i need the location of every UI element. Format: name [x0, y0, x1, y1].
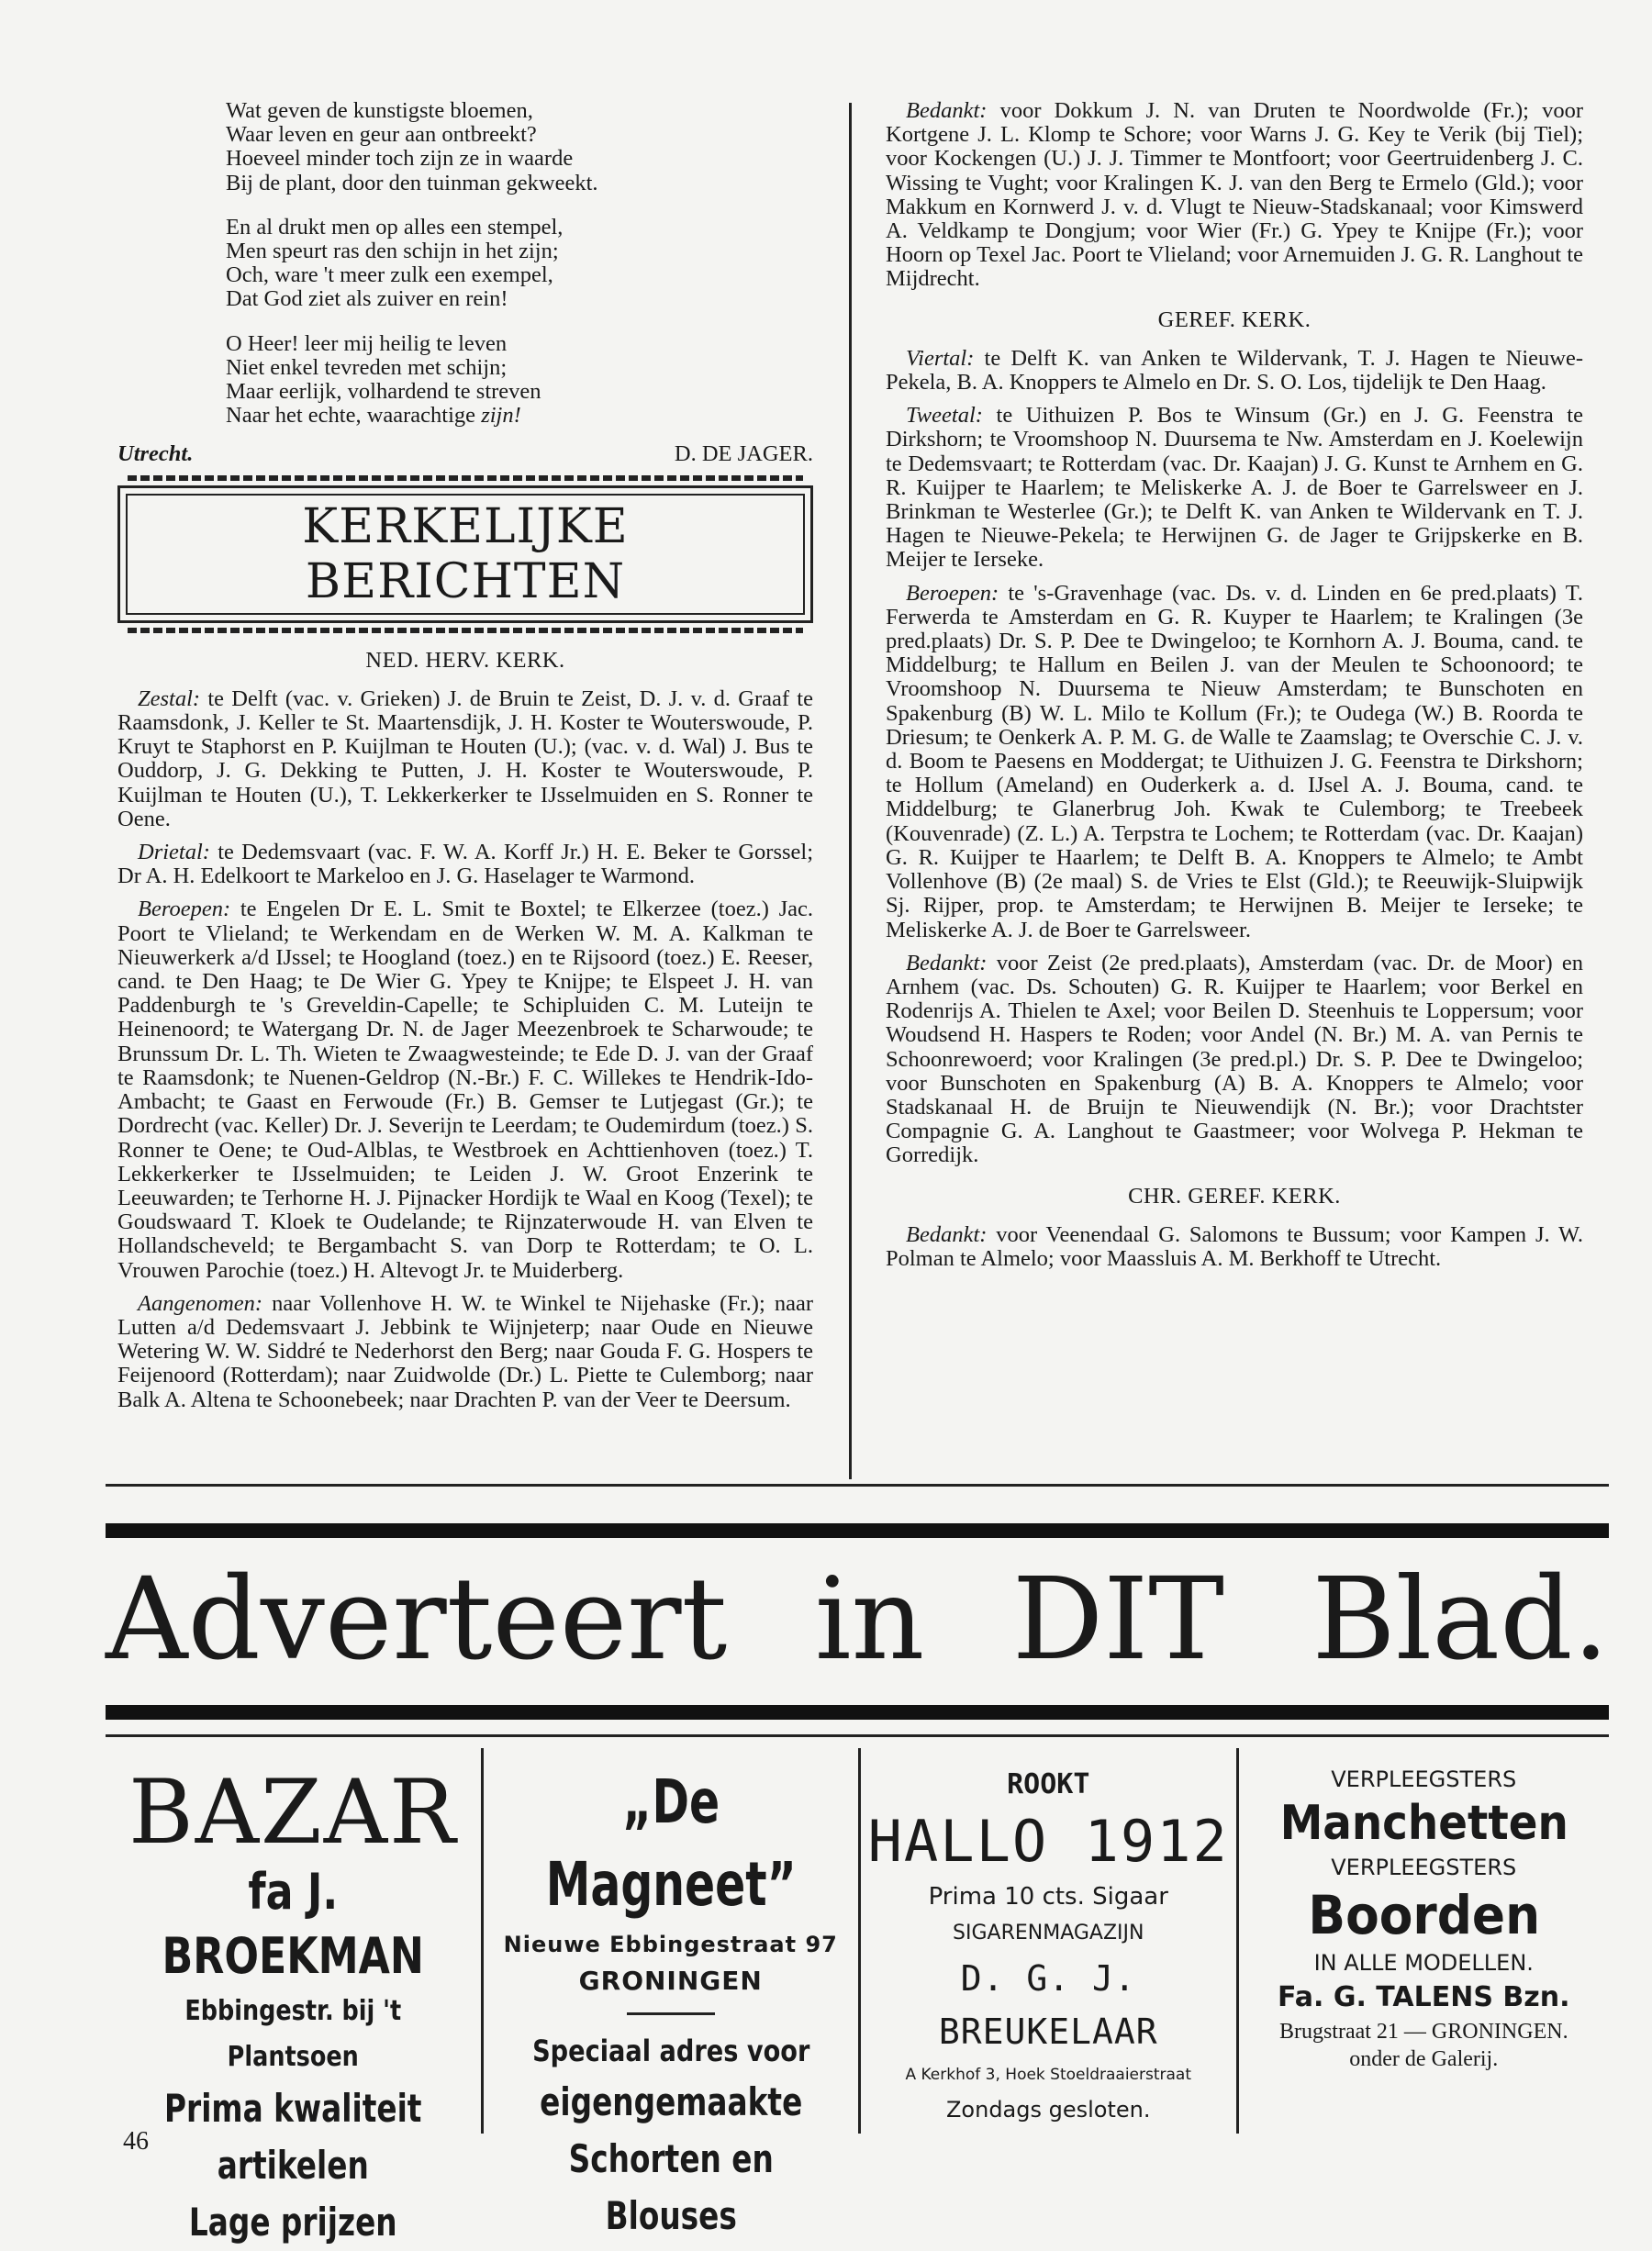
ad-hallo-closed: Zondags gesloten. — [945, 2097, 1151, 2123]
section-banner — [117, 485, 813, 623]
rule-top-thick — [106, 1523, 1609, 1538]
ad-talens-street: Brugstraat 21 — [1278, 2020, 1399, 2044]
ad-hallo-address: A Kerkhof 3, Hoek Stoeldraaierstraat — [905, 2066, 1192, 2084]
ad-talens-verp-1: VERPLEEGSTERS — [1331, 1766, 1517, 1792]
paragraph-drietal — [117, 841, 813, 888]
rule-top-thin — [106, 1484, 1609, 1487]
ad-talens-models: IN ALLE MODELLEN. — [1313, 1950, 1534, 1976]
page-number: 46 — [123, 2127, 149, 2156]
text-tweetal: te Uithuizen P. Bos te Winsum (Gr.) en J. G. Feenstra te Dirkshorn; te Vroomshoop N. Duursema te Nw. Amsterdam en J. Koelewijn te Dedemsvaart; te Rotterdam (vac. Dr. Kaajan) J. G. Kunst te Arnhem en G. R. Kuijper te Haarlem; te Meliskerke A. J. de Boer te Garrelsweer en J. Brinkman te Westerlee (Gr.); te Delft K. van Anken te Wildervank en T. J. Hagen te Nieuwe-Pekela; te Herwijnen G. de Jager te Grijpskerke en B. Meijer te Ierseke. — [886, 403, 1583, 573]
ad-hallo-shop: SIGARENMAGAZIJN — [953, 1922, 1144, 1945]
advertise-word-3: DIT — [1011, 1554, 1224, 1686]
ad-bazar-address: Ebbingestr. bij 't Plantsoen — [184, 1995, 402, 2073]
ad-talens-city: GRONINGEN. — [1431, 2020, 1568, 2044]
paragraph-tweetal — [886, 404, 1583, 572]
paragraph-viertal — [886, 347, 1583, 395]
lead-tweetal: Tweetal: — [906, 403, 983, 429]
ad-magneet-special: Speciaal adres voor — [531, 2034, 809, 2068]
banner-title: KERKELIJKE BERICHTEN — [126, 494, 805, 615]
rule-mid-thin — [106, 1734, 1609, 1737]
ad-magneet-street: Nieuwe Ebbingestraat 97 — [503, 1932, 838, 1957]
text-aangenomen: naar Vollenhove H. W. te Winkel te Nijehaske (Fr.); naar Lutten a/d Dedemsvaart J. Jebbink te Wijnjeterp; naar Oude en Nieuwe Wetering W. W. Siddré te Nederhorst den Berg; naar Gouda F. G. Hospers te Feijenoord (Rotterdam); naar Zuidwolde (Dr.) L. Piette te Culemborg; naar Balk A. Altena te Schoonebeek; naar Drachten P. van der Veer te Deersum. — [117, 1290, 813, 1412]
lead-bedankt-3: Bedankt: — [906, 1221, 988, 1247]
poem-place: Utrecht. — [117, 441, 194, 467]
paragraph-beroepen-right — [886, 582, 1583, 942]
ad-magneet-city: GRONINGEN — [578, 1966, 763, 1996]
rule-mid-thick — [106, 1705, 1609, 1720]
lead-bedankt-1: Bedankt: — [906, 98, 988, 123]
left-column — [117, 99, 813, 1421]
text-drietal: te Dedemsvaart (vac. F. W. A. Korff Jr.) H. E. Beker te Gorssel; Dr A. H. Edelkoort te Markeloo en J. G. Haselager te Warmond. — [117, 840, 813, 889]
ad-talens-boorden: Boorden — [1307, 1884, 1540, 1946]
ad-hallo-price: Prima 10 cts. Sigaar — [928, 1883, 1168, 1911]
ad-bazar-firm: fa J. BROEKMAN — [162, 1863, 424, 1985]
text-zestal: te Delft (vac. v. Grieken) J. de Bruin te Zeist, D. J. v. d. Graaf te Raamsdonk, J. Keller te St. Maartensdijk, J. H. Koster te Wouterswoude, P. Kruyt te Staphorst en P. Kuijlman te Houten (U.); (vac. v. d. Wal) J. Bus te Ouddorp, J. G. Dekking te Putten, J. H. Koster te Wouterswoude, P. Kuijlman te Houten (U.), T. Lekkerkerker te IJsselmuiden en S. Ronner te Oene. — [117, 685, 813, 831]
text-bedankt-1: voor Dokkum J. N. van Druten te Noordwolde (Fr.); voor Kortgene J. L. Klomp te Schore; voor Warns J. G. Key te Verik (bij Tiel); voor Kockengen (U.) J. J. Timmer te Montfoort; voor Geertruidenberg J. C. Wissing te Vught; voor Kralingen K. J. van den Berg te Ermelo (Gld.); voor Makkum en Kornwerd J. v. d. Vlugt te Nieuw-Stadskanaal; voor Kimswerd A. Veldkamp te Dongjum; voor Wier (Fr.) G. Ypey te Knijpe (Fr.); voor Hoorn op Texel Jac. Poort te Vlieland; voor Arnemuiden J. G. R. Langhout te Mijdrecht. — [886, 98, 1583, 292]
poem-stanza-3 — [226, 332, 813, 429]
paragraph-zestal — [117, 687, 813, 831]
paragraph-aangenomen — [117, 1292, 813, 1412]
advertise-headline — [106, 1554, 1609, 1686]
lead-bedankt-2: Bedankt: — [906, 950, 988, 975]
lead-beroepen-right: Beroepen: — [906, 580, 999, 606]
text-bedankt-2: voor Zeist (2e pred.plaats), Amsterdam (vac. Dr. de Moor) en Arnhem (vac. Ds. Schouten) G. R. Kuijper te Haarlem; voor Berkel en Rodenrijs A. Thielen te Axel; voor Beilen D. Steenhuis te Loppersum; voor Woudsend H. Haspers te Roden; voor Andel (N. Br.) M. A. van Pernis te Schoonrewoerd; voor Kralingen (3e pred.pl.) Dr. S. P. Dee te Dwingeloo; voor Bunschoten en Spakenburg (A) B. A. Knoppers te Almelo; voor Stadskanaal H. de Bruijn te Nieuwendijk (N. Br.); voor Drachtster Compagnie G. A. Langhout te Gaastmeer; voor Wolvega P. Hekman te Gorredijk. — [886, 950, 1583, 1168]
ad-hallo-title: HALLO 1912 — [867, 1808, 1229, 1875]
poem-stanza-1: Wat geven de kunstigste bloemen, Waar leven en geur aan ontbreekt? Hoeveel minder toch zijn ze in waarde Bij de plant, door den tuinman gekweekt. — [226, 98, 598, 195]
lead-drietal: Drietal: — [138, 840, 210, 865]
ad-magneet — [481, 1748, 859, 2238]
poem-stanza-3-text: O Heer! leer mij heilig te leven Niet enkel tevreden met schijn; Maar eerlijk, volhardend te streven Naar het echte, waarachtige — [226, 330, 541, 429]
section-heading-ned-herv: NED. HERV. KERK. — [365, 647, 565, 673]
poem-signature — [117, 442, 813, 466]
ad-magneet-divider — [627, 2012, 715, 2015]
lead-zestal: Zestal: — [138, 685, 201, 711]
lead-aangenomen: Aangenomen: — [138, 1290, 263, 1316]
text-bedankt-3: voor Veenendaal G. Salomons te Bussum; voor Kampen J. W. Polman te Almelo; voor Maassluis A. M. Berkhoff te Utrecht. — [886, 1221, 1583, 1271]
text-viertal: te Delft K. van Anken te Wildervank, T. J. Hagen te Nieuwe-Pekela, B. A. Knoppers te Almelo en Dr. S. O. Los, tijdelijk te Den Haag. — [886, 345, 1583, 396]
text-beroepen-right: te 's-Gravenhage (vac. Ds. v. d. Linden en 6e pred.plaats) T. Ferwerda te Amsterdam en G. R. Kuyper te Haarlem; te Kralingen (3e pred.plaats) Dr. S. P. Dee te Dwingeloo; te Kornhorn A. J. Bouma, cand. te Middelburg; te Hallum en Beilen J. van der Meulen te Schoonoord; te Vroomshoop N. Duursema te Nieuw Amsterdam; te Bunschoten en Spakenburg (B) W. L. Milo te Kollum (Fr.); te Oudega (W.) B. Roorda te Driesum; te Oenkerk A. P. M. G. de Walle te Zaamslag; te Overschie C. J. v. d. Boom te Paesens en Moddergat; te Uithuizen J. G. Feenstra te Dirkshorn; te Hollum (Ameland) en Ouderkerk a. d. IJsel A. J. Bouma, cand. te Middelburg; te Glanerbrug Joh. Kwak te Culemborg; te Treebeek (Kouvenrade) (Z. L.) A. Terpstra te Lochem; te Rotterdam (vac. Dr. Kaajan) G. R. Kuijper te Haarlem; te Delft B. A. Knoppers te Almelo; te Ambt Vollenhove (B) (2e maal) S. de Vries te Elst (Gld.); te Reeuwijk-Sluipwijk Sj. Rijper, prop. te Amsterdam; te Herwijnen B. Meijer te Ierseke; te Meliskerke A. J. de Boer te Garrelsweer. — [886, 580, 1583, 942]
paragraph-bedankt-3 — [886, 1223, 1583, 1271]
poem-stanza-3-end: zijn! — [481, 403, 521, 429]
ad-magneet-products: Schorten en Blouses — [568, 2136, 774, 2238]
advertise-word-4: Blad. — [1312, 1554, 1609, 1686]
ad-talens-address — [1239, 2018, 1610, 2045]
ad-hallo — [858, 1748, 1236, 2134]
section-heading-chr-geref: CHR. GEREF. KERK. — [1128, 1183, 1341, 1209]
ad-hallo-owner: D. G. J. BREUKELAAR — [938, 1958, 1158, 2052]
ad-talens-manchetten: Manchetten — [1279, 1796, 1568, 1851]
advertise-word-2: in — [814, 1554, 925, 1686]
advertise-word-1: Adverteert — [106, 1554, 728, 1686]
ad-magneet-title: „De Magneet” — [545, 1766, 797, 1920]
paragraph-bedankt-1 — [886, 99, 1583, 292]
ad-talens — [1236, 1748, 1610, 2134]
ad-talens-gallery: onder de Galerij. — [1349, 2047, 1499, 2071]
ad-bazar-quality: Prima kwaliteit artikelen — [164, 2086, 422, 2188]
paragraph-beroepen-left — [117, 897, 813, 1282]
text-beroepen-left: te Engelen Dr E. L. Smit te Boxtel; te Elkerzee (toez.) Jac. Poort te Vlieland; te Werkendam en de Werken W. M. A. Kalkman te Nieuwerkerk a/d IJssel; te Hoogland (toez.) en te Rijsoord (toez.) E. Reeser, cand. te Den Haag; te De Wier G. Ypey te Knijpe; te Elspeet J. H. van Paddenburgh te 's Greveldin-Capelle; te Schipluiden C. M. Luteijn te Heinenoord; te Watergang Dr. N. de Jager Meezenbroek te Scharwoude; te Brunssum Dr. L. Th. Wieten te Zwaagwesteinde; te Ede D. J. van der Graaf te Raamsdonk; te Nuenen-Geldrop (N.-Br.) F. C. Willekes te Hendrik-Ido-Ambacht; te Gaast en Ferwoude (Fr.) B. Gemser te Lutjegast (Gr.); te Dordrecht (vac. Keller) Dr. J. Severijn te Leerdam; te Oudemirdum (toez.) S. Ronner te Oene; te Oud-Alblas, te Westbroek en Achttienhoven (toez.) T. Lekkerkerker te IJsselmuiden; te Leiden J. W. Groot Enzerink te Leeuwarden; te Terhorne H. J. Pijnacker Hordijk te Waal en Koog (Texel); te Goudswaard T. Kloek te Oudelande; te Rijnzaterwoude H. van Elven te Hollandscheveld; te Bergambacht S. van Dorp te Rotterdam; te O. L. Vrouwen Parochie (toez.) H. Altevogt Jr. te Muiderberg. — [117, 897, 813, 1283]
ad-talens-firm: Fa. G. TALENS Bzn. — [1278, 1981, 1570, 2013]
ad-hallo-rookt: ROOKT — [1007, 1768, 1090, 1800]
paragraph-bedankt-2 — [886, 952, 1583, 1168]
poem-author: D. DE JAGER. — [674, 441, 813, 467]
ad-magneet-homemade: eigengemaakte — [539, 2079, 802, 2124]
poem-stanza-2: En al drukt men op alles een stempel, Men speurt ras den schijn in het zijn; Och, ware 't meer zulk een exempel, Dat God ziet als zuiver en rein! — [226, 214, 564, 312]
ad-bazar-title: BAZAR — [128, 1761, 458, 1864]
lead-beroepen-left: Beroepen: — [138, 897, 231, 922]
section-heading-geref: GEREF. KERK. — [1157, 306, 1312, 332]
ad-talens-verp-2: VERPLEEGSTERS — [1331, 1855, 1517, 1880]
ad-bazar-prices: Lage prijzen — [188, 2200, 397, 2245]
column-divider — [849, 103, 852, 1479]
ad-talens-dash: — — [1403, 2020, 1426, 2044]
lead-viertal: Viertal: — [906, 345, 975, 371]
right-column — [886, 99, 1583, 1280]
